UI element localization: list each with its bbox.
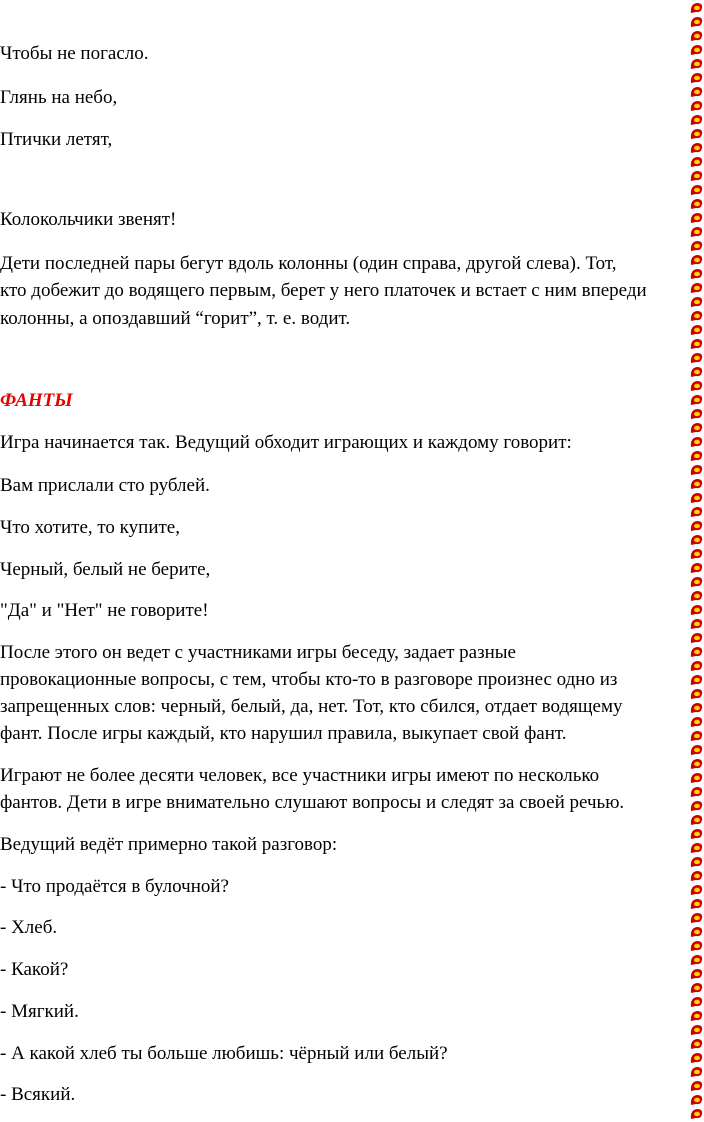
ornament-unit-icon bbox=[691, 297, 702, 307]
ornament-unit-icon bbox=[691, 353, 702, 363]
poem-line: Глянь на небо, bbox=[0, 87, 118, 108]
ornament-unit-icon bbox=[691, 871, 702, 881]
ornament-unit-icon bbox=[691, 759, 702, 769]
ornament-unit-icon bbox=[691, 899, 702, 909]
paragraph-line: колонны, а опоздавший “горит”, т. е. водит. bbox=[0, 308, 351, 329]
ornament-unit-icon bbox=[691, 1053, 702, 1063]
ornament-unit-icon bbox=[691, 157, 702, 167]
ornament-unit-icon bbox=[691, 367, 702, 377]
dialogue-line: - Мягкий. bbox=[0, 1001, 79, 1022]
ornament-unit-icon bbox=[691, 885, 702, 895]
ornament-unit-icon bbox=[691, 185, 702, 195]
poem-line: Колокольчики звенят! bbox=[0, 209, 177, 230]
dialogue-line: - Какой? bbox=[0, 959, 69, 980]
ornament-unit-icon bbox=[691, 675, 702, 685]
ornament-unit-icon bbox=[691, 255, 702, 265]
rhyme-line: "Да" и "Нет" не говорите! bbox=[0, 600, 209, 621]
dialogue-line: - Что продаётся в булочной? bbox=[0, 876, 229, 897]
ornament-unit-icon bbox=[691, 31, 702, 41]
ornament-unit-icon bbox=[691, 171, 702, 181]
ornament-unit-icon bbox=[691, 423, 702, 433]
ornament-unit-icon bbox=[691, 1081, 702, 1091]
ornament-unit-icon bbox=[691, 857, 702, 867]
ornament-unit-icon bbox=[691, 437, 702, 447]
ornament-unit-icon bbox=[691, 969, 702, 979]
ornament-unit-icon bbox=[691, 381, 702, 391]
rhyme-line: Что хотите, то купите, bbox=[0, 517, 180, 538]
ornament-unit-icon bbox=[691, 997, 702, 1007]
ornament-unit-icon bbox=[691, 339, 702, 349]
paragraph-line: провокационные вопросы, с тем, чтобы кто-то в разговоре произнес одно из bbox=[0, 669, 618, 690]
ornament-unit-icon bbox=[691, 283, 702, 293]
ornament-unit-icon bbox=[691, 143, 702, 153]
ornament-unit-icon bbox=[691, 703, 702, 713]
ornament-unit-icon bbox=[691, 479, 702, 489]
dialogue-line: - Хлеб. bbox=[0, 917, 58, 938]
poem-line: Птички летят, bbox=[0, 129, 113, 150]
dialogue-line: - А какой хлеб ты больше любишь: чёрный или белый? bbox=[0, 1043, 448, 1064]
ornament-unit-icon bbox=[691, 59, 702, 69]
ornament-unit-icon bbox=[691, 73, 702, 83]
ornament-unit-icon bbox=[691, 815, 702, 825]
paragraph-line: фант. После игры каждый, кто нарушил правила, выкупает свой фант. bbox=[0, 723, 567, 744]
ornament-unit-icon bbox=[691, 689, 702, 699]
ornament-unit-icon bbox=[691, 955, 702, 965]
ornament-unit-icon bbox=[691, 45, 702, 55]
ornament-unit-icon bbox=[691, 787, 702, 797]
ornament-unit-icon bbox=[691, 3, 702, 13]
dialogue-line: - Всякий. bbox=[0, 1084, 76, 1105]
ornament-unit-icon bbox=[691, 395, 702, 405]
ornament-unit-icon bbox=[691, 521, 702, 531]
ornament-unit-icon bbox=[691, 325, 702, 335]
ornament-unit-icon bbox=[691, 717, 702, 727]
ornament-unit-icon bbox=[691, 451, 702, 461]
paragraph-line: После этого он ведет с участниками игры беседу, задает разные bbox=[0, 642, 516, 663]
ornament-unit-icon bbox=[691, 1067, 702, 1077]
ornament-unit-icon bbox=[691, 647, 702, 657]
ornament-unit-icon bbox=[691, 773, 702, 783]
ornament-unit-icon bbox=[691, 493, 702, 503]
ornament-unit-icon bbox=[691, 927, 702, 937]
ornament-unit-icon bbox=[691, 563, 702, 573]
paragraph-line: Дети последней пары бегут вдоль колонны (один справа, другой слева). Тот, bbox=[0, 253, 617, 274]
paragraph-line: Играют не более десяти человек, все участники игры имеют по несколько bbox=[0, 765, 600, 786]
ornament-unit-icon bbox=[691, 633, 702, 643]
ornament-unit-icon bbox=[691, 101, 702, 111]
ornament-unit-icon bbox=[691, 983, 702, 993]
ornament-unit-icon bbox=[691, 843, 702, 853]
ornament-unit-icon bbox=[691, 269, 702, 279]
ornament-unit-icon bbox=[691, 549, 702, 559]
paragraph-line: кто добежит до водящего первым, берет у него платочек и встает с ним впереди bbox=[0, 280, 647, 301]
section-heading: ФАНТЫ bbox=[0, 390, 73, 411]
ornament-unit-icon bbox=[691, 227, 702, 237]
ornament-unit-icon bbox=[691, 731, 702, 741]
ornament-unit-icon bbox=[691, 605, 702, 615]
ornament-unit-icon bbox=[691, 1011, 702, 1021]
rhyme-line: Вам прислали сто рублей. bbox=[0, 475, 210, 496]
ornament-unit-icon bbox=[691, 745, 702, 755]
ornament-unit-icon bbox=[691, 409, 702, 419]
ornament-unit-icon bbox=[691, 507, 702, 517]
ornament-unit-icon bbox=[691, 199, 702, 209]
ornament-unit-icon bbox=[691, 115, 702, 125]
ornament-unit-icon bbox=[691, 619, 702, 629]
intro-line: Игра начинается так. Ведущий обходит играющих и каждому говорит: bbox=[0, 432, 572, 453]
ornament-unit-icon bbox=[691, 535, 702, 545]
ornament-unit-icon bbox=[691, 241, 702, 251]
ornament-unit-icon bbox=[691, 1039, 702, 1049]
dialogue-intro: Ведущий ведёт примерно такой разговор: bbox=[0, 834, 338, 855]
ornament-unit-icon bbox=[691, 87, 702, 97]
ornament-unit-icon bbox=[691, 1109, 702, 1119]
poem-line: Чтобы не погасло. bbox=[0, 43, 149, 64]
ornament-unit-icon bbox=[691, 213, 702, 223]
ornament-unit-icon bbox=[691, 1095, 702, 1105]
ornament-unit-icon bbox=[691, 913, 702, 923]
ornament-unit-icon bbox=[691, 129, 702, 139]
ornament-unit-icon bbox=[691, 829, 702, 839]
paragraph-line: фантов. Дети в игре внимательно слушают вопросы и следят за своей речью. bbox=[0, 792, 625, 813]
ornament-unit-icon bbox=[691, 465, 702, 475]
decorative-border bbox=[688, 0, 704, 1122]
rhyme-line: Черный, белый не берите, bbox=[0, 559, 211, 580]
ornament-unit-icon bbox=[691, 577, 702, 587]
ornament-unit-icon bbox=[691, 801, 702, 811]
ornament-unit-icon bbox=[691, 17, 702, 27]
ornament-unit-icon bbox=[691, 1025, 702, 1035]
ornament-unit-icon bbox=[691, 311, 702, 321]
ornament-unit-icon bbox=[691, 941, 702, 951]
paragraph-line: запрещенных слов: черный, белый, да, нет. Тот, кто сбился, отдает водящему bbox=[0, 696, 623, 717]
ornament-unit-icon bbox=[691, 591, 702, 601]
ornament-unit-icon bbox=[691, 661, 702, 671]
ornament-border-icon bbox=[688, 0, 704, 1122]
